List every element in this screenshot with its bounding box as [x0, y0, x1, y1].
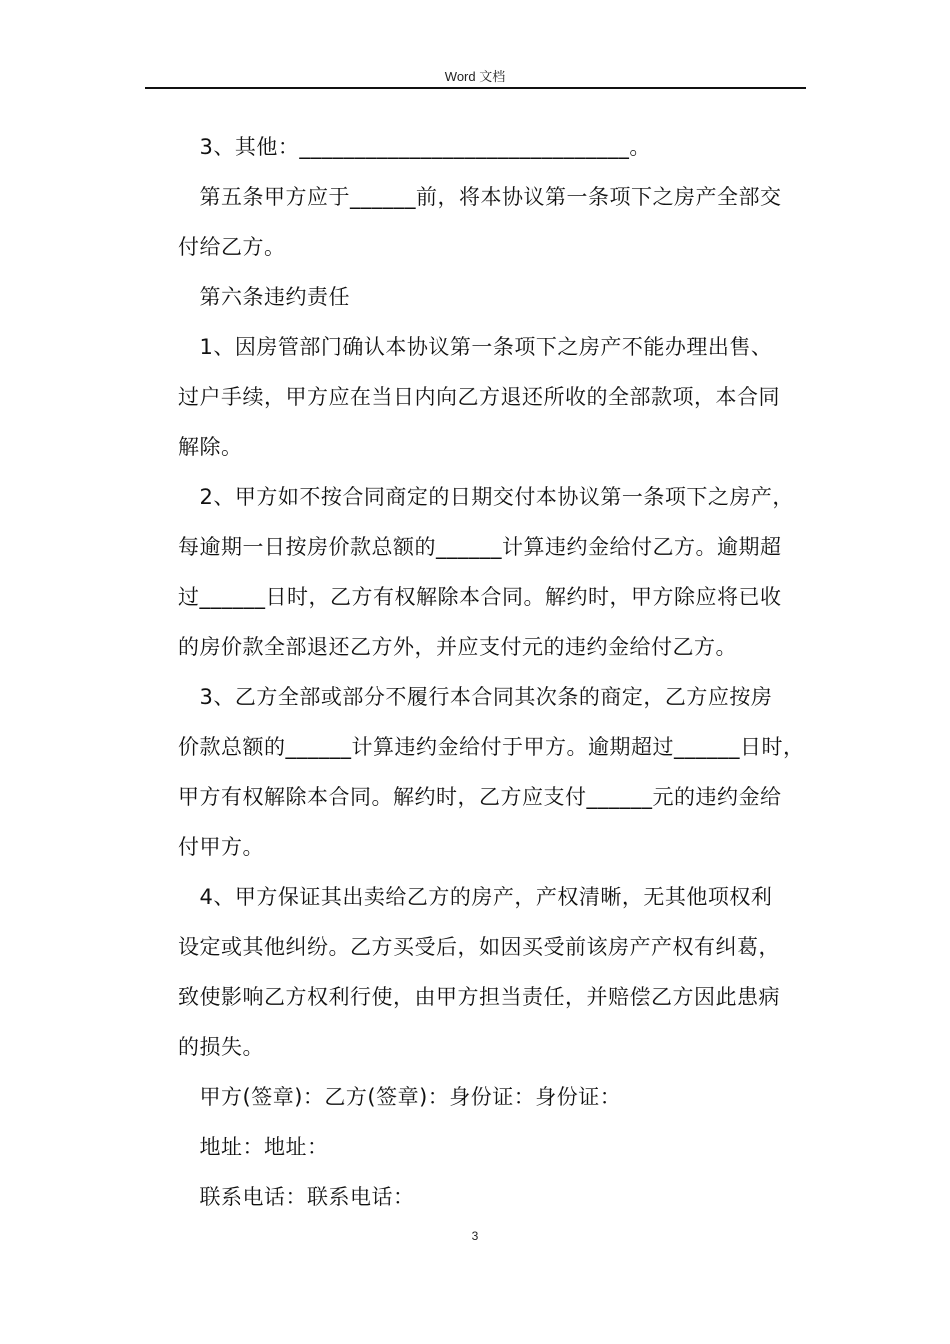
text-line: 付甲方。	[178, 835, 264, 859]
text-line: 甲方有权解除本合同。解约时，乙方应支付______元的违约金给	[178, 785, 782, 809]
text-line: 过户手续，甲方应在当日内向乙方退还所收的全部款项，本合同	[178, 385, 780, 409]
text-line: 地址：地址：	[178, 1135, 329, 1159]
text-line: 的损失。	[178, 1035, 264, 1059]
text-line: 联系电话：联系电话：	[178, 1185, 415, 1209]
page-number: 3	[471, 1229, 479, 1243]
text-line: 4、甲方保证其出卖给乙方的房产，产权清晰，无其他项权利	[178, 885, 773, 909]
text-line: 的房价款全部退还乙方外，并应支付元的违约金给付乙方。	[178, 635, 737, 659]
text-line: 第五条甲方应于______前，将本协议第一条项下之房产全部交	[178, 185, 782, 209]
text-line: 解除。	[178, 435, 243, 459]
header-divider	[145, 87, 806, 89]
text-line: 付给乙方。	[178, 235, 286, 259]
text-line: 过______日时，乙方有权解除本合同。解约时，甲方除应将已收	[178, 585, 782, 609]
text-line: 价款总额的______计算违约金给付于甲方。逾期超过______日时，	[178, 735, 805, 759]
text-line: 甲方(签章)：乙方(签章)：身份证：身份证：	[178, 1085, 622, 1109]
text-line: 设定或其他纠纷。乙方买受后，如因买受前该房产产权有纠葛，	[178, 935, 780, 959]
header-title: Word 文档	[444, 69, 506, 84]
document-body	[178, 128, 808, 1228]
text-line: 1、因房管部门确认本协议第一条项下之房产不能办理出售、	[178, 335, 773, 359]
text-line: 3、其他：______________________________。	[178, 135, 651, 159]
text-line: 致使影响乙方权利行使，由甲方担当责任，并赔偿乙方因此患病	[178, 985, 780, 1009]
text-line: 2、甲方如不按合同商定的日期交付本协议第一条项下之房产，	[178, 485, 794, 509]
text-line: 3、乙方全部或部分不履行本合同其次条的商定，乙方应按房	[178, 685, 773, 709]
text-line: 第六条违约责任	[178, 285, 350, 309]
text-line: 每逾期一日按房价款总额的______计算违约金给付乙方。逾期超	[178, 535, 782, 559]
